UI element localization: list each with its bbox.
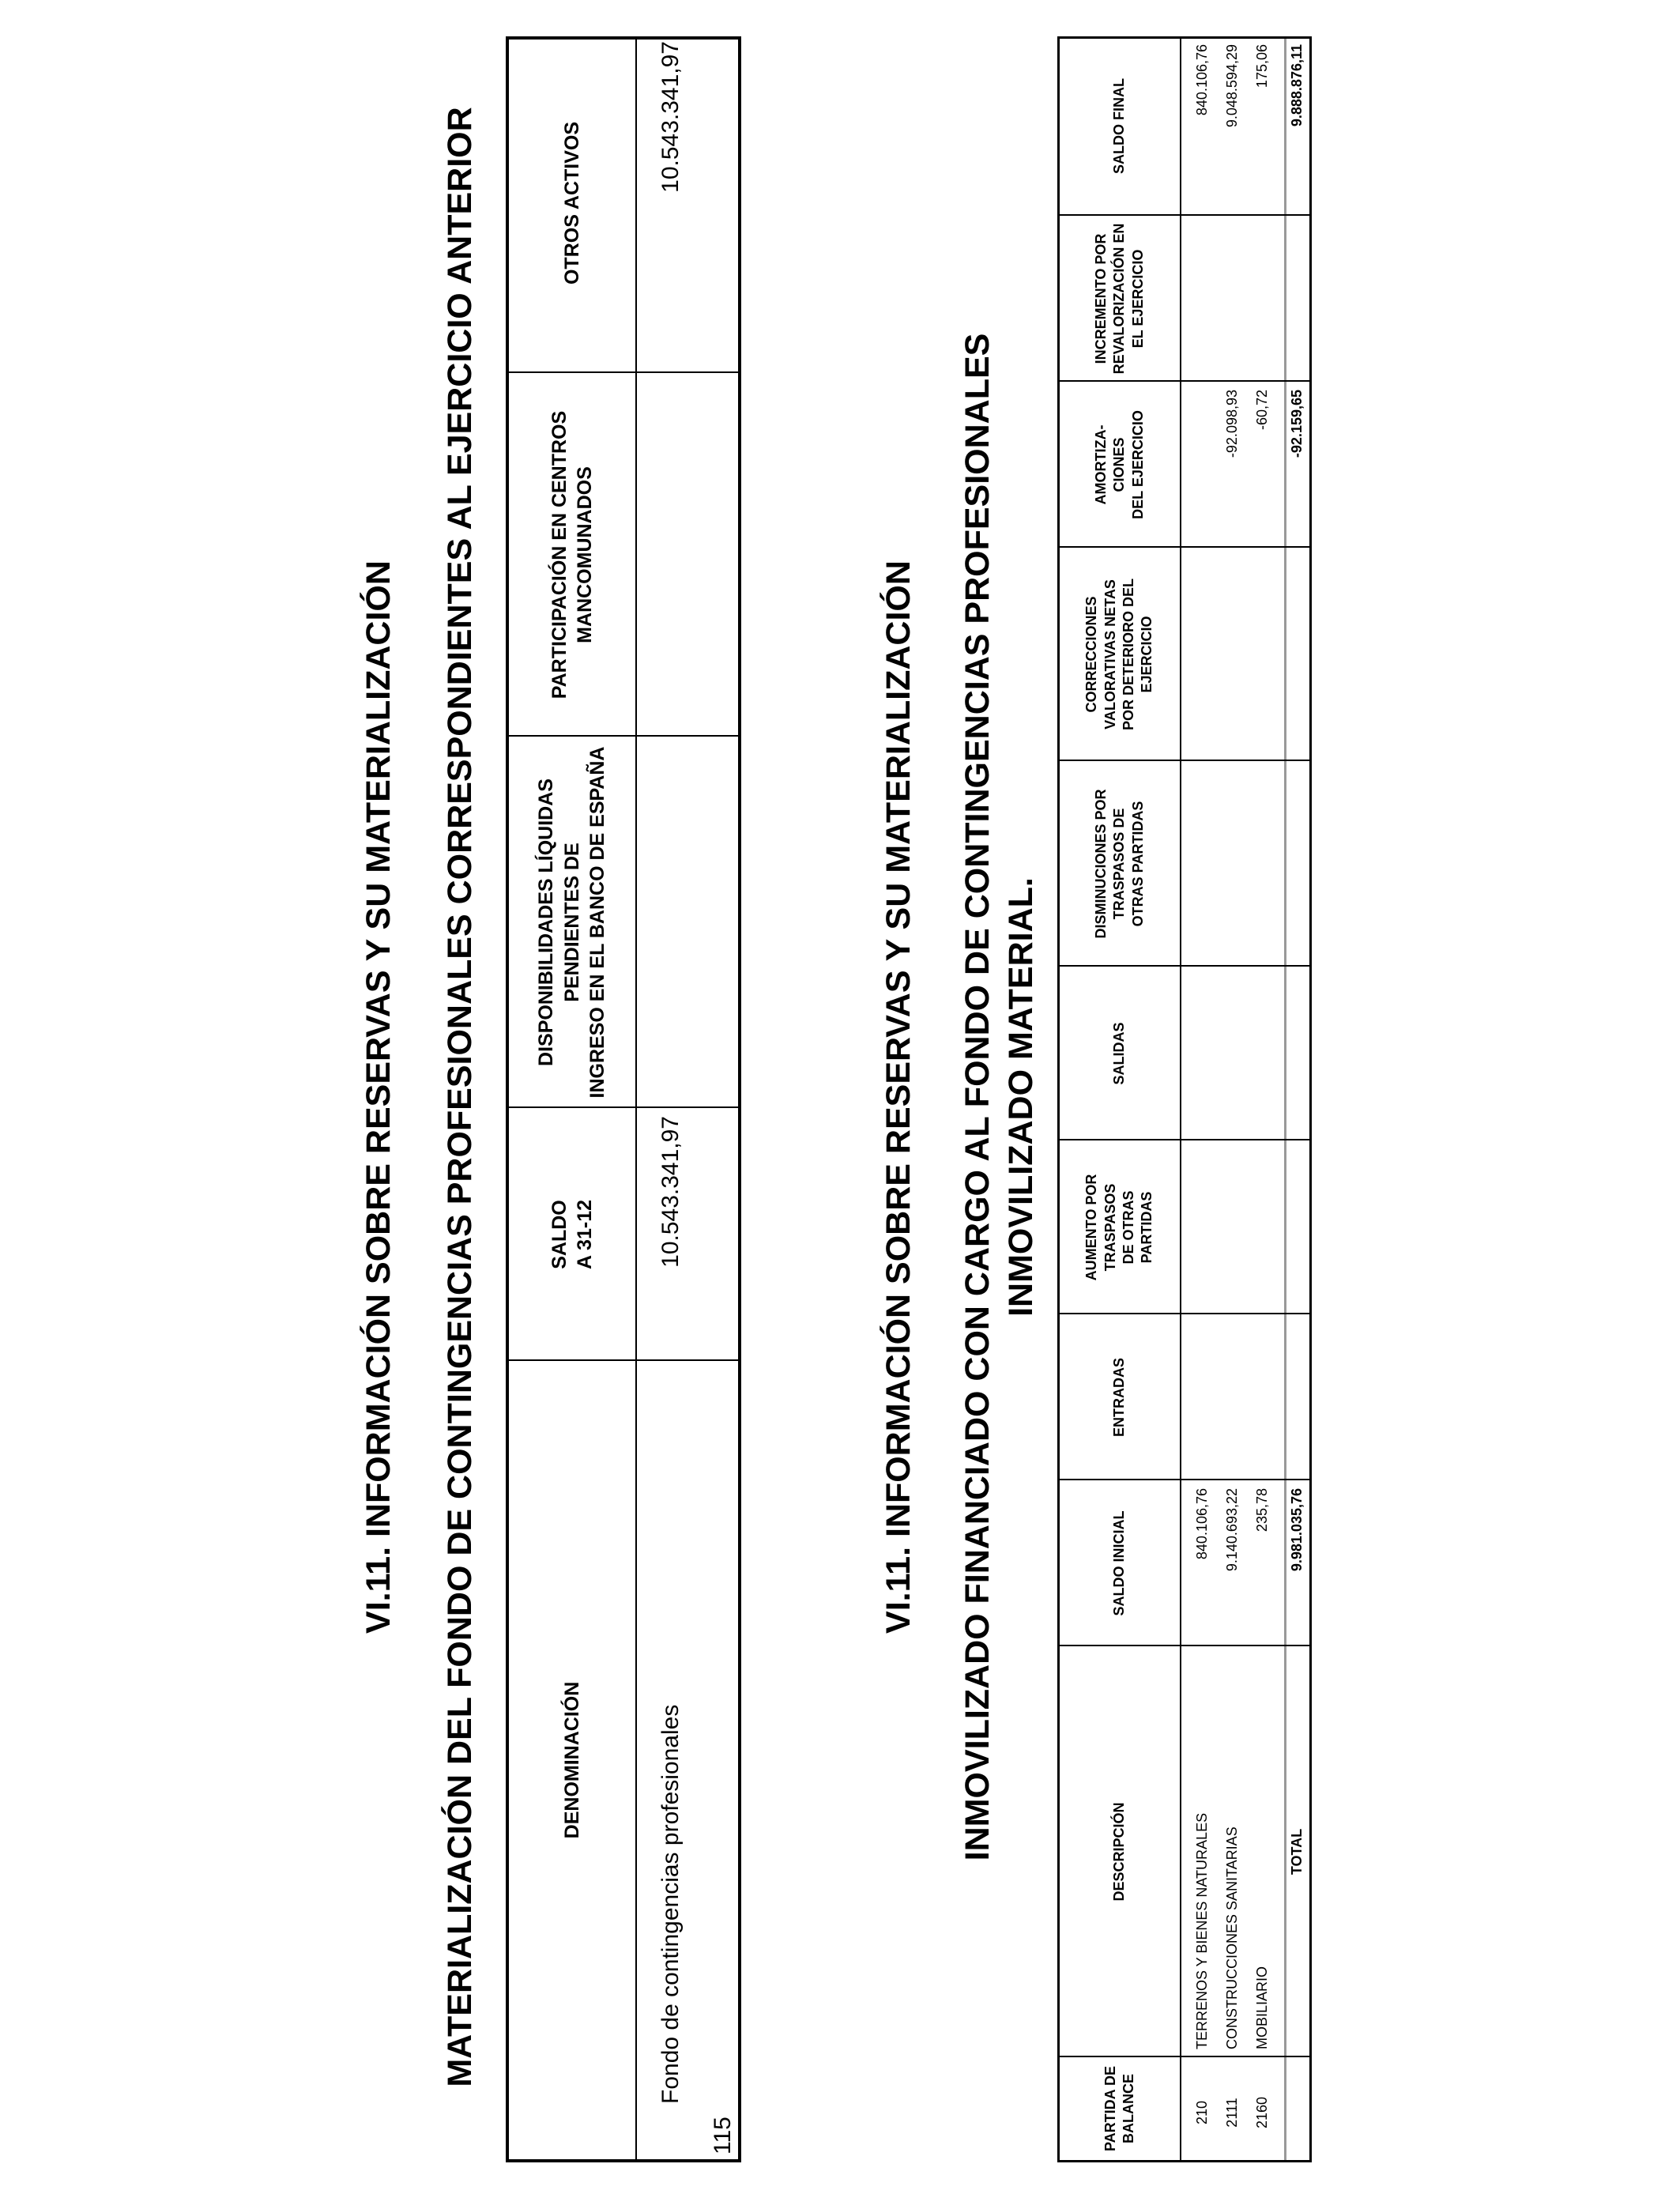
header-saldo-final: SALDO FINAL xyxy=(1111,78,1128,174)
header-incremento-line2: REVALORIZACIÓN EN xyxy=(1111,223,1128,375)
header-aumento-line4: PARTIDAS xyxy=(1139,1191,1155,1264)
materializacion-table xyxy=(506,36,741,2162)
header-correcciones-line1: CORRECCIONES xyxy=(1083,596,1100,713)
cell-saldo-final: 840.106,76 xyxy=(1194,44,1210,116)
cell-partida: 210 xyxy=(1194,2100,1210,2125)
header-participacion-line2: MANCOMUNADOS xyxy=(574,466,596,643)
header-disponibilidades-line2: INGRESO EN EL BANCO DE ESPAÑA xyxy=(586,746,609,1099)
cell-partida: 2160 xyxy=(1254,2096,1270,2129)
header-aumento-line3: DE OTRAS xyxy=(1121,1190,1136,1265)
header-correcciones-line3: POR DETERIORO DEL xyxy=(1121,579,1136,731)
header-disminuciones xyxy=(1060,761,1180,967)
table2-subtitle-line2: INMOVILIZADO MATERIAL. xyxy=(1002,877,1040,1317)
cell-saldo-final: 9.048.594,29 xyxy=(1224,44,1240,128)
header-participacion xyxy=(509,373,635,737)
cell-saldo-inicial: 840.106,76 xyxy=(1194,1488,1210,1560)
header-salidas: SALIDAS xyxy=(1111,1022,1128,1085)
cell-saldo-inicial: 235,78 xyxy=(1254,1488,1270,1532)
header-saldo-line1: SALDO xyxy=(548,1200,571,1269)
header-aumento-line1: AUMENTO POR xyxy=(1083,1174,1100,1281)
header-entradas: ENTRADAS xyxy=(1111,1358,1128,1438)
total-saldo-inicial: 9.981.035,76 xyxy=(1289,1488,1305,1572)
cell-saldo-final: 175,06 xyxy=(1254,44,1270,89)
header-incremento-line1: INCREMENTO POR xyxy=(1092,233,1109,364)
section-title-1: VI.11. INFORMACIÓN SOBRE RESERVAS Y SU MATERIALIZACIÓN xyxy=(360,560,397,1634)
row-otros-activos: 10.543.341,97 xyxy=(657,41,684,193)
header-partida xyxy=(1060,2057,1180,2160)
header-saldo-line2: A 31-12 xyxy=(574,1200,596,1270)
cell-partida: 2111 xyxy=(1224,2098,1240,2128)
header-participacion-line1: PARTICIPACIÓN EN CENTROS xyxy=(548,410,571,699)
header-correcciones-line2: VALORATIVAS NETAS xyxy=(1102,579,1118,729)
header-disminuciones-line1: DISMINUCIONES POR xyxy=(1092,789,1109,939)
header-aumento xyxy=(1060,1140,1180,1314)
table2-total-divider xyxy=(1284,39,1286,2160)
header-partida-line1: PARTIDA DE xyxy=(1102,2066,1118,2151)
cell-amortizaciones: -92.098,93 xyxy=(1224,390,1240,458)
header-amortizaciones-line3: DEL EJERCICIO xyxy=(1129,410,1146,519)
total-saldo-final: 9.888.876,11 xyxy=(1289,44,1305,127)
row-saldo: 10.543.341,97 xyxy=(657,1116,684,1268)
header-disponibilidades-line1: DISPONIBILIDADES LÍQUIDAS PENDIENTES DE xyxy=(535,778,583,1066)
header-correcciones-line4: EJERCICIO xyxy=(1139,616,1155,693)
inmovilizado-table xyxy=(1057,36,1312,2162)
header-amortizaciones-line1: AMORTIZA- xyxy=(1092,424,1109,505)
row-denominacion: Fondo de contingencias profesionales xyxy=(657,1704,684,2104)
section-title-2: VI.11. INFORMACIÓN SOBRE RESERVAS Y SU MATERIALIZACIÓN xyxy=(880,560,917,1634)
cell-descripcion: CONSTRUCCIONES SANITARIAS xyxy=(1224,1826,1240,2049)
header-descripcion: DESCRIPCIÓN xyxy=(1111,1802,1128,1902)
header-disminuciones-line3: OTRAS PARTIDAS xyxy=(1129,801,1146,927)
header-amortizaciones xyxy=(1060,382,1180,548)
cell-saldo-inicial: 9.140.693,22 xyxy=(1224,1488,1240,1572)
cell-descripcion: MOBILIARIO xyxy=(1254,1966,1270,2049)
cell-amortizaciones: -60,72 xyxy=(1254,390,1270,431)
header-incremento-line3: EL EJERCICIO xyxy=(1129,249,1146,349)
header-correcciones xyxy=(1060,548,1180,761)
table2-subtitle-line1: INMOVILIZADO FINANCIADO CON CARGO AL FONDO DE CONTINGENCIAS PROFESIONALES xyxy=(959,333,996,1861)
table1-subtitle: MATERIALIZACIÓN DEL FONDO DE CONTINGENCIAS PROFESIONALES CORRESPONDIENTES AL EJERCICIO ANTERIOR xyxy=(441,107,479,2087)
header-saldo xyxy=(509,1108,635,1361)
header-disminuciones-line2: TRASPASOS DE xyxy=(1111,808,1128,920)
table2-header-divider xyxy=(1180,39,1181,2160)
header-otros-activos: OTROS ACTIVOS xyxy=(560,121,583,285)
total-amortizaciones: -92.159,65 xyxy=(1289,390,1305,458)
table1-header-divider xyxy=(635,40,637,2159)
row-code: 115 xyxy=(709,2117,736,2154)
header-saldo-inicial: SALDO INICIAL xyxy=(1111,1510,1128,1616)
header-aumento-line2: TRASPASOS xyxy=(1102,1183,1118,1272)
header-disponibilidades xyxy=(509,737,635,1108)
header-partida-line2: BALANCE xyxy=(1121,2074,1136,2143)
header-incremento xyxy=(1060,216,1180,382)
header-denominacion: DENOMINACIÓN xyxy=(560,1681,583,1839)
total-label: TOTAL xyxy=(1289,1828,1305,1875)
header-amortizaciones-line2: CIONES xyxy=(1111,437,1128,492)
cell-descripcion: TERRENOS Y BIENES NATURALES xyxy=(1194,1812,1210,2049)
